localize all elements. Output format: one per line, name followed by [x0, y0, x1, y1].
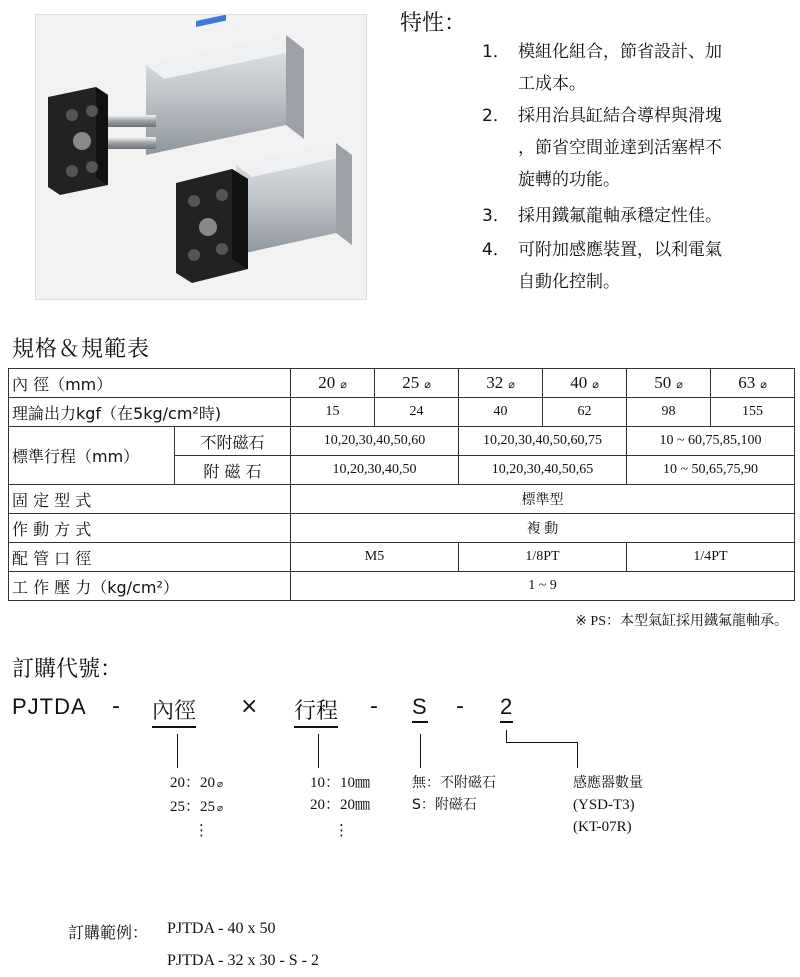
force-cell: 24	[375, 398, 459, 427]
feature-number: 3．	[482, 206, 510, 226]
code-dash: -	[370, 694, 378, 719]
fixed-type-label: 固 定 型 式	[9, 485, 291, 514]
feature-item	[482, 100, 794, 196]
code-prefix: PJTDA	[12, 694, 87, 719]
stroke-legend: 10：10㎜ 20：20㎜	[310, 775, 371, 813]
table-row	[9, 427, 795, 456]
feature-item	[482, 36, 794, 100]
port-label: 配 管 口 徑	[9, 543, 291, 572]
bore-cell: 63 ⌀	[711, 369, 795, 398]
code-dash: -	[112, 694, 120, 719]
product-photo	[35, 14, 367, 300]
stroke-cell: 10 ~ 60,75,85,100	[627, 427, 795, 456]
code-n: 2	[500, 694, 513, 723]
bore-label: 內 徑（mm）	[9, 369, 291, 398]
feature-line: 自動化控制。	[518, 272, 620, 292]
port-cell: 1/4PT	[627, 543, 795, 572]
table-row	[9, 514, 795, 543]
magnet-label: 附 磁 石	[175, 456, 291, 485]
stroke-cell: 10,20,30,40,50	[291, 456, 459, 485]
ellipsis: ⋮	[194, 821, 209, 839]
code-stroke: 行程	[294, 694, 338, 728]
action-value: 複 動	[291, 514, 795, 543]
feature-line: ，節省空間並達到活塞桿不	[518, 138, 722, 158]
bore-cell: 40 ⌀	[543, 369, 627, 398]
port-cell: 1/8PT	[459, 543, 627, 572]
table-row	[9, 369, 795, 398]
bore-cell: 32 ⌀	[459, 369, 543, 398]
code-times: ×	[240, 694, 259, 719]
feature-line: 採用鐵氟龍軸承穩定性佳。	[518, 206, 722, 226]
table-row	[9, 543, 795, 572]
connector-line	[177, 734, 178, 768]
force-label: 理論出力kgf（在5kg/cm²時)	[9, 398, 291, 427]
pressure-value: 1 ~ 9	[291, 572, 795, 601]
feature-number: 4．	[482, 240, 510, 260]
bore-legend: 20：20 ⌀ 25：25 ⌀	[170, 775, 224, 815]
ellipsis: ⋮	[334, 821, 349, 839]
connector-line	[577, 742, 578, 768]
feature-item	[482, 234, 794, 298]
table-row	[9, 398, 795, 427]
example-line: PJTDA - 32 x 30 - S - 2	[167, 952, 320, 969]
pressure-label: 工 作 壓 力（kg/cm²）	[9, 572, 291, 601]
force-cell: 155	[711, 398, 795, 427]
force-cell: 40	[459, 398, 543, 427]
order-title: 訂購代號：	[12, 657, 123, 682]
stroke-label: 標準行程（mm）	[9, 427, 175, 485]
cylinder-illustration	[36, 15, 366, 299]
example-label: 訂購範例：	[68, 923, 149, 942]
table-row	[9, 572, 795, 601]
feature-line: 旋轉的功能。	[518, 170, 620, 190]
feature-item	[482, 200, 794, 232]
no-magnet-label: 不附磁石	[175, 427, 291, 456]
port-cell: M5	[291, 543, 459, 572]
action-label: 作 動 方 式	[9, 514, 291, 543]
bore-cell: 50 ⌀	[627, 369, 711, 398]
cylinder-front	[176, 143, 352, 283]
code-bore: 內徑	[152, 694, 196, 728]
features-title: 特性：	[400, 11, 467, 36]
connector-line	[506, 742, 578, 743]
stroke-cell: 10,20,30,40,50,60,75	[459, 427, 627, 456]
connector-line	[318, 734, 319, 768]
magnet-legend: 無：不附磁石 S：附磁石	[412, 775, 496, 813]
bore-cell: 25 ⌀	[375, 369, 459, 398]
feature-line: 模組化組合，節省設計、加	[518, 42, 722, 62]
feature-line: 可附加感應裝置，以利電氣	[518, 240, 722, 260]
connector-line	[420, 734, 421, 768]
code-dash: -	[456, 694, 464, 719]
spec-table	[8, 368, 795, 601]
force-cell: 98	[627, 398, 711, 427]
feature-number: 2．	[482, 106, 510, 126]
example-line: PJTDA - 40 x 50	[167, 920, 276, 937]
feature-line: 採用治具缸結合導桿與滑塊	[518, 106, 722, 126]
feature-number: 1．	[482, 42, 510, 62]
stroke-cell: 10,20,30,40,50,65	[459, 456, 627, 485]
spec-title: 規格＆規範表	[12, 337, 151, 362]
force-cell: 15	[291, 398, 375, 427]
ps-note: ※ PS：本型氣缸採用鐵氟龍軸承。	[575, 613, 788, 629]
stroke-cell: 10,20,30,40,50,60	[291, 427, 459, 456]
table-row	[9, 485, 795, 514]
feature-line: 工成本。	[518, 74, 586, 94]
bore-cell: 20 ⌀	[291, 369, 375, 398]
stroke-cell: 10 ~ 50,65,75,90	[627, 456, 795, 485]
force-cell: 62	[543, 398, 627, 427]
sensor-legend: 感應器數量 (YSD-T3) (KT-07R)	[573, 775, 643, 835]
code-s: S	[412, 694, 428, 723]
fixed-type-value: 標準型	[291, 485, 795, 514]
